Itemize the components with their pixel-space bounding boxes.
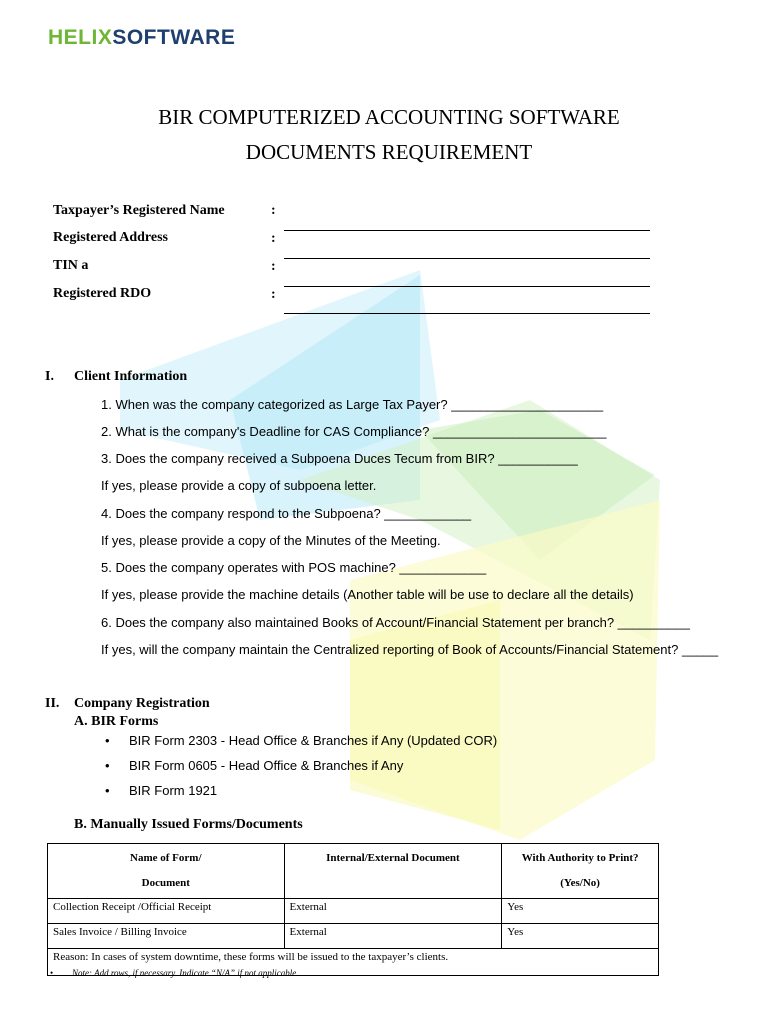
document-title-line1: BIR COMPUTERIZED ACCOUNTING SOFTWARE [158, 105, 620, 129]
question-line: 6. Does the company also maintained Books of Account/Financial Statement per branch? __________ [101, 615, 690, 630]
question-line: 3. Does the company received a Subpoena Duces Tecum from BIR? ___________ [101, 451, 578, 466]
field-label-tin: TIN a [53, 258, 89, 273]
table-row [48, 899, 659, 924]
question-followup: If yes, please provide a copy of subpoena letter. [101, 478, 377, 493]
bullet-icon: • [105, 783, 110, 798]
section-title-client-information: Client Information [74, 369, 188, 384]
forms-table [47, 843, 659, 976]
company-logo: HELIXSOFTWARE [48, 26, 236, 49]
table-cell: Yes [502, 899, 659, 924]
question-line: 1. When was the company categorized as Large Tax Payer? _____________________ [101, 397, 604, 412]
table-cell-reason: Reason: In cases of system downtime, these forms will be issued to the taxpayer’s clients. [48, 949, 659, 976]
question-line: 2. What is the company's Deadline for CAS Compliance? ________________________ [101, 424, 607, 439]
note-text: • Note: Add rows, if necessary. Indicate “N/A” if not applicable. [50, 968, 299, 978]
field-label-registered-address: Registered Address [53, 230, 168, 245]
table-header: Internal/External Document [284, 844, 502, 899]
field-label-registered-rdo: Registered RDO [53, 286, 152, 301]
section-number: I. [45, 369, 54, 384]
table-cell: Sales Invoice / Billing Invoice [48, 924, 285, 949]
table-row [48, 924, 659, 949]
table-cell: External [284, 924, 502, 949]
bullet-icon: • [105, 733, 110, 748]
list-item: • BIR Form 0605 - Head Office & Branches if Any [105, 758, 404, 773]
table-cell: Yes [502, 924, 659, 949]
table-header: With Authority to Print? (Yes/No) [502, 844, 659, 899]
section-number: II. [45, 696, 60, 711]
field-colon: : [271, 231, 276, 246]
question-line: 5. Does the company operates with POS machine? ____________ [101, 560, 487, 575]
section-title-company-registration: Company Registration [74, 696, 210, 711]
field-colon: : [271, 287, 276, 302]
registered-rdo-line[interactable] [284, 313, 650, 314]
question-line: 4. Does the company respond to the Subpoena? ____________ [101, 506, 472, 521]
field-colon: : [271, 203, 276, 218]
subsection-manually-issued: B. Manually Issued Forms/Documents [74, 817, 303, 832]
table-header-row [48, 844, 659, 899]
subsection-bir-forms: A. BIR Forms [74, 714, 159, 729]
bullet-icon: • [105, 758, 110, 773]
list-item: • BIR Form 2303 - Head Office & Branches if Any (Updated COR) [105, 733, 498, 748]
tin-line[interactable] [284, 286, 650, 287]
document-title-line2: DOCUMENTS REQUIREMENT [245, 140, 533, 164]
registered-address-line[interactable] [284, 258, 650, 259]
registered-name-line[interactable] [284, 230, 650, 231]
table-header: Name of Form/ Document [48, 844, 285, 899]
question-followup: If yes, please provide a copy of the Minutes of the Meeting. [101, 533, 441, 548]
field-colon: : [271, 259, 276, 274]
question-followup: If yes, please provide the machine details (Another table will be use to declare all the details) [101, 587, 634, 602]
bullet-icon: • [50, 968, 54, 978]
question-followup: If yes, will the company maintain the Centralized reporting of Book of Accounts/Financial Statement? _____ [101, 642, 719, 657]
list-item: • BIR Form 1921 [105, 783, 218, 798]
field-label-registered-name: Taxpayer’s Registered Name [53, 203, 225, 218]
table-cell: External [284, 899, 502, 924]
table-cell: Collection Receipt /Official Receipt [48, 899, 285, 924]
